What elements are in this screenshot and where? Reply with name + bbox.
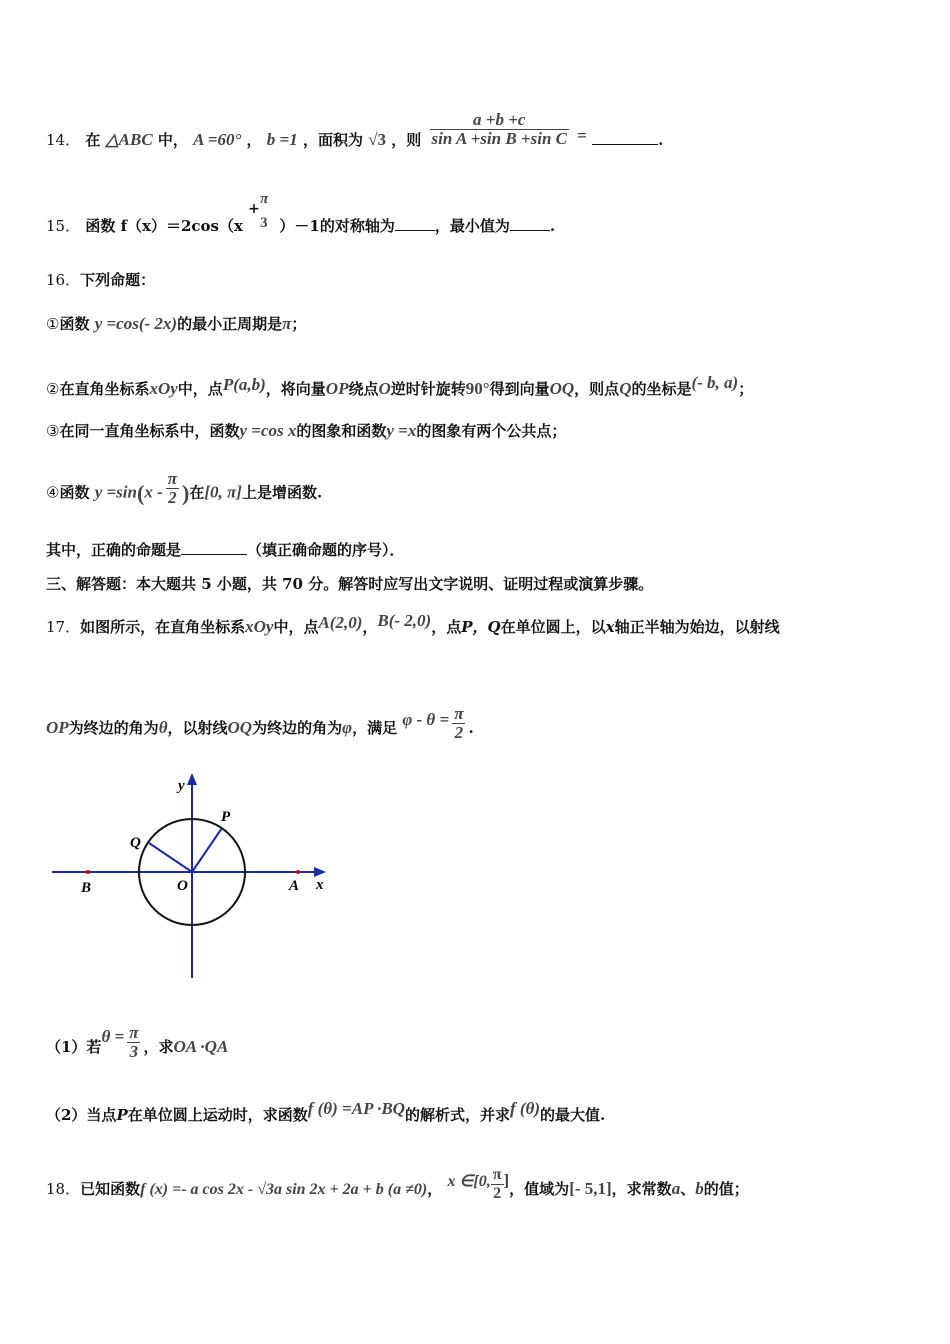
- q17-part2: （2）当点P在单位圆上运动时，求函数f (θ) =AP ·BQ的解析式，并求f (θ)的最大值.: [46, 1099, 606, 1124]
- ray-op: [192, 828, 222, 872]
- q14-fraction: $\frac{a +b +c}{\text{sin A +sin B +sin C}}$: [431, 109, 567, 148]
- o-label: O: [177, 878, 188, 894]
- q16-conclusion: 其中，正确的命题是 （填正确命题的序号）．: [46, 541, 405, 559]
- q16-number: 16．: [46, 271, 81, 289]
- q15-fraction: + π 3: [248, 191, 269, 231]
- q17-part1: （1）若θ = $\frac{\pi}{3}$ ，求OA ·QA: [46, 1022, 229, 1061]
- question-14: 14． 在 △ABC 中， A =60° ， b =1 ，面积为 √3 ，则 $\frac{a +b +c}{\text{sin A +sin B +sin C}}$ = .: [46, 109, 664, 149]
- y-label: y: [178, 778, 185, 794]
- b-label: B: [81, 880, 92, 896]
- q14-number: 14．: [46, 131, 81, 149]
- x-axis-arrow: [314, 867, 326, 877]
- p-label: P: [221, 809, 231, 825]
- answer-blank: [181, 540, 247, 555]
- question-16: 16．下列命题：: [46, 271, 156, 289]
- a-label: A: [289, 878, 300, 894]
- answer-blank: [395, 216, 435, 231]
- question-18: 18．已知函数f (x) =- a cos 2x - √3a sin 2x + 2a + b (a ≠0)， x ∈[0, $\frac{\pi}{2}$ ]，值域为[- 5,1]，求常数a、b的值；: [46, 1165, 749, 1202]
- proposition-2: ②在直角坐标系xOy中，点P(a,b)，将向量OP绕点O逆时针旋转90°得到向量OQ，则点Q的坐标是(- b, a)；: [46, 373, 754, 398]
- q15-number: 15．: [46, 217, 81, 235]
- question-17-line1: 17．如图所示，在直角坐标系xOy中，点A(2,0)，B(- 2,0)，点P，Q在单位圆上，以x轴正半轴为始边，以射线: [46, 611, 780, 636]
- section-header: 三、解答题：本大题共 5 小题，共 70 分。解答时应写出文字说明、证明过程或演算步骤。: [46, 575, 654, 593]
- answer-blank: [592, 130, 658, 145]
- unit-circle-figure: [46, 768, 346, 983]
- q15-function: f（x）＝2cos（x: [120, 217, 243, 235]
- proposition-4: ④函数 y =sin(x - $\frac{\pi}{2}$ )在[0, π]上是增函数.: [46, 469, 323, 507]
- question-17-line2: OP为终边的角为θ，以射线OQ为终边的角为φ，满足 φ - θ = $\frac{\pi}{2}$ .: [46, 703, 474, 742]
- q17-number: 17．: [46, 618, 81, 636]
- q18-number: 18．: [46, 1180, 81, 1198]
- question-15: 15． 函数 f（x）＝2cos（x + π 3 ）－1的对称轴为 ，最小值为 .: [46, 191, 556, 235]
- proposition-1: ①函数 y =cos(- 2x)的最小正周期是π；: [46, 314, 307, 333]
- ray-oq: [149, 843, 192, 872]
- q-label: Q: [130, 835, 141, 851]
- answer-blank: [510, 216, 550, 231]
- point-a-dot: [296, 870, 300, 874]
- point-b-dot: [86, 870, 90, 874]
- x-label: x: [316, 877, 324, 893]
- y-axis-arrow: [187, 773, 197, 785]
- triangle-abc: △ABC: [105, 130, 153, 149]
- proposition-3: ③在同一直角坐标系中，函数y =cos x的图象和函数y =x的图象有两个公共点；: [46, 421, 567, 440]
